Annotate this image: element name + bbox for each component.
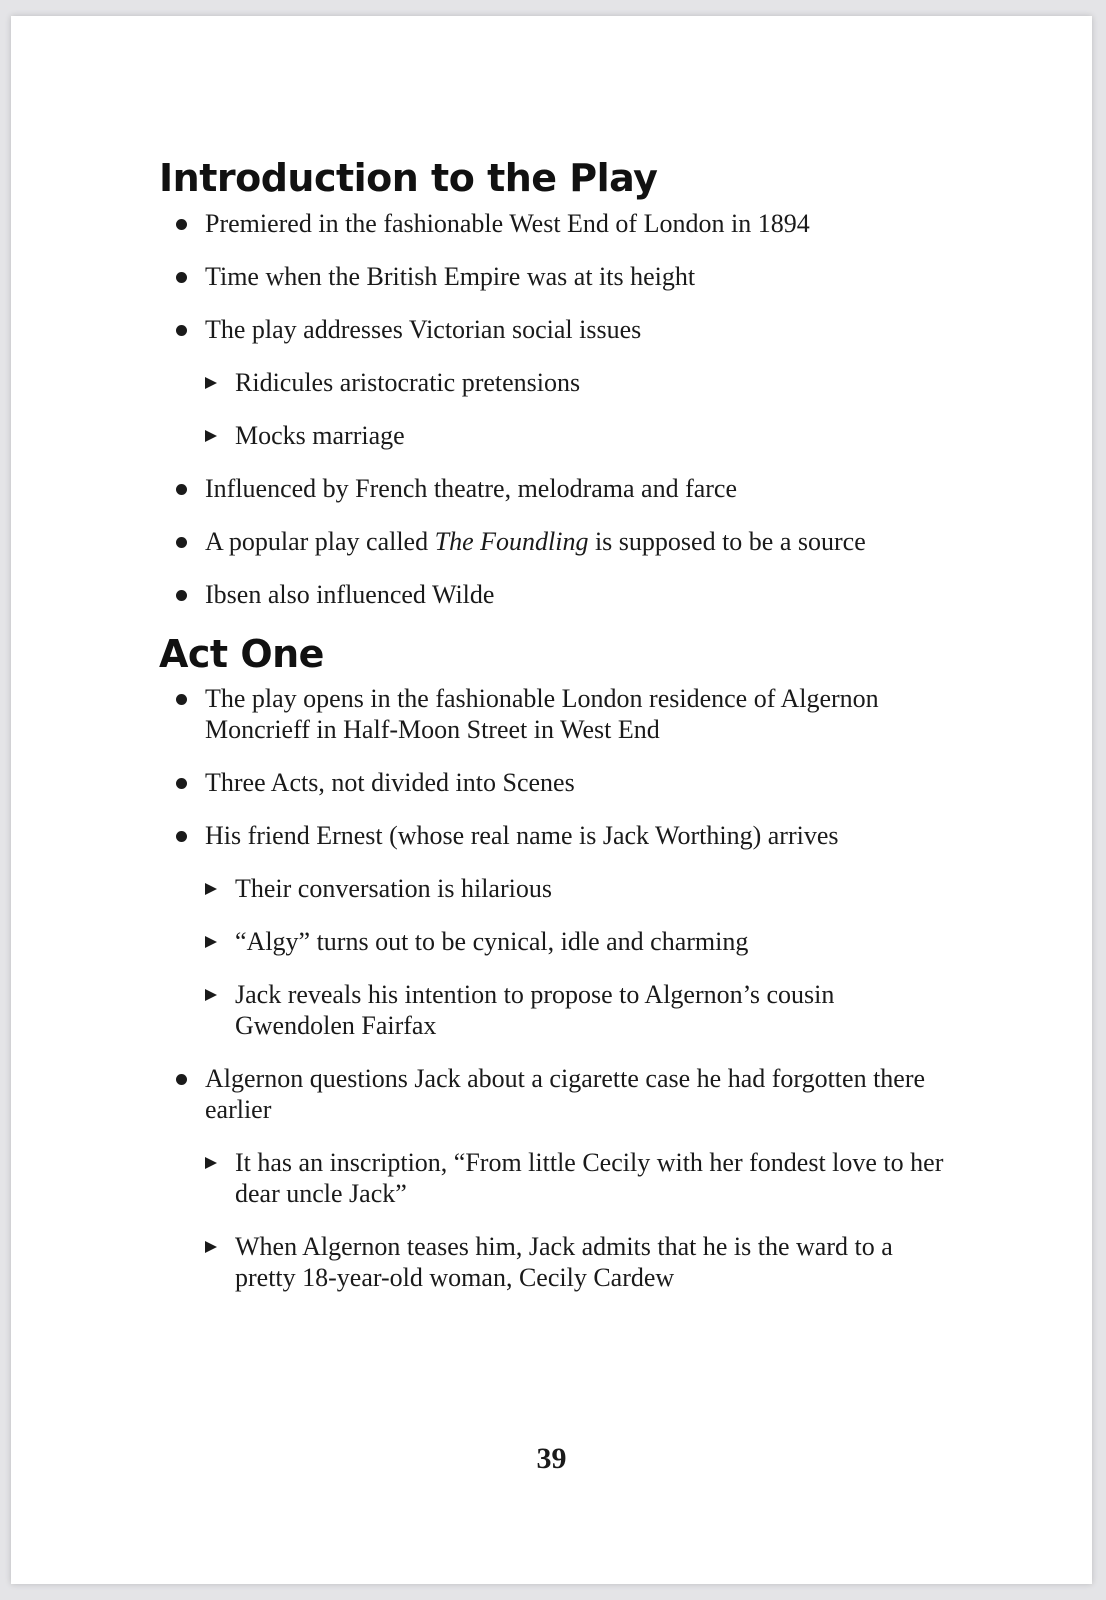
bullet-dot-icon <box>176 590 187 601</box>
page-content <box>159 156 959 1315</box>
bullet-dot-icon <box>176 778 187 789</box>
list-item-text: Influenced by French theatre, melodrama and farce <box>205 473 738 503</box>
list-item <box>159 473 959 504</box>
sub-list-item-text: Their conversation is hilarious <box>235 874 552 904</box>
sub-list-item-text: Ridicules aristocratic pretensions <box>235 367 581 397</box>
list-item <box>159 820 959 1041</box>
section-heading-act-one: Act One <box>159 631 324 676</box>
list-item <box>159 767 959 798</box>
list-item <box>159 208 959 239</box>
list-item <box>159 1063 959 1293</box>
list-item-text: The play opens in the fashionable London residence of Algernon Moncrieff in Half-Moon Street in West End <box>205 684 879 745</box>
triangle-bullet-icon <box>205 936 217 948</box>
sub-list-item <box>205 420 959 451</box>
sub-list-item <box>205 873 959 904</box>
list-item-text: His friend Ernest (whose real name is Jack Worthing) arrives <box>205 821 839 851</box>
bullet-dot-icon <box>176 272 187 283</box>
list-item <box>159 526 959 557</box>
section-heading-introduction: Introduction to the Play <box>159 156 658 200</box>
sub-list-item-text: It has an inscription, “From little Cecily with her fondest love to her dear uncle Jack” <box>235 1148 944 1209</box>
sub-list <box>205 367 959 451</box>
bullet-dot-icon <box>176 831 187 842</box>
bullet-dot-icon <box>176 537 187 548</box>
list-item-text: The play addresses Victorian social issues <box>205 314 642 344</box>
list-item-text: Time when the British Empire was at its height <box>205 261 696 291</box>
sub-list-item <box>205 1231 959 1293</box>
sub-list <box>205 1147 959 1293</box>
sub-list-item-text: Mocks marriage <box>235 420 405 450</box>
sub-list-item <box>205 1147 959 1209</box>
bullet-dot-icon <box>176 219 187 230</box>
act-one-bullet-list <box>159 683 959 1293</box>
list-item <box>159 579 959 610</box>
sub-list-item-text: “Algy” turns out to be cynical, idle and charming <box>235 927 749 957</box>
sub-list <box>205 873 959 1041</box>
bullet-dot-icon <box>176 484 187 495</box>
sub-list-item <box>205 367 959 398</box>
list-item <box>159 683 959 745</box>
triangle-bullet-icon <box>205 377 217 389</box>
list-item <box>159 261 959 292</box>
bullet-dot-icon <box>176 694 187 705</box>
document-page <box>11 16 1092 1584</box>
bullet-dot-icon <box>176 325 187 336</box>
introduction-bullet-list <box>159 208 959 610</box>
page-number: 39 <box>536 1442 567 1475</box>
list-item <box>159 314 959 451</box>
sub-list-item <box>205 979 959 1041</box>
list-item-text: Ibsen also influenced Wilde <box>205 579 495 609</box>
triangle-bullet-icon <box>205 1157 217 1169</box>
list-item-text-after: is supposed to be a source <box>588 526 866 556</box>
list-item-text: Algernon questions Jack about a cigarette case he had forgotten there earlier <box>205 1064 926 1125</box>
sub-list-item-text: Jack reveals his intention to propose to Algernon’s cousin Gwendolen Fairfax <box>235 980 835 1041</box>
list-item-text-before: A popular play called <box>205 526 435 556</box>
bullet-dot-icon <box>176 1074 187 1085</box>
triangle-bullet-icon <box>205 883 217 895</box>
triangle-bullet-icon <box>205 430 217 442</box>
sub-list-item <box>205 926 959 957</box>
play-title-italic: The Foundling <box>434 526 589 556</box>
triangle-bullet-icon <box>205 1241 217 1253</box>
sub-list-item-text: When Algernon teases him, Jack admits that he is the ward to a pretty 18-year-old woman, Cecily Cardew <box>235 1232 893 1293</box>
list-item-text: Premiered in the fashionable West End of London in 1894 <box>205 208 810 238</box>
triangle-bullet-icon <box>205 989 217 1001</box>
list-item-text: Three Acts, not divided into Scenes <box>205 768 575 798</box>
